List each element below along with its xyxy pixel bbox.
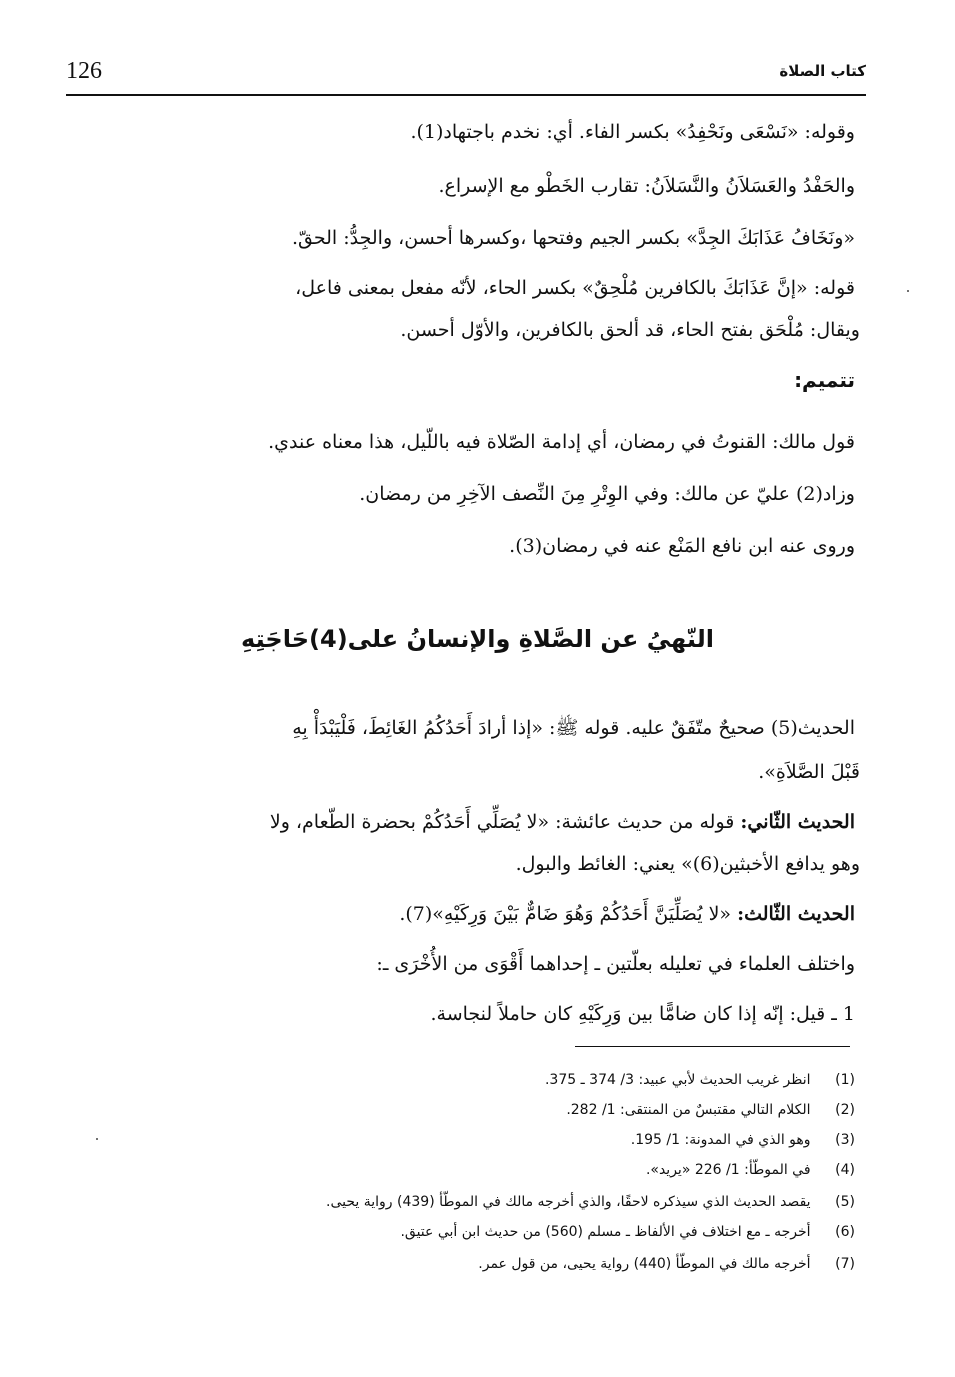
footnote-number: (3) [835, 1132, 855, 1148]
footnote [545, 1070, 855, 1090]
page-header [66, 56, 866, 96]
hadith-line [430, 1000, 855, 1028]
tatmim-line: وروى عنه ابن نافع المَنْع عنه في رمضان(3). [509, 535, 855, 557]
footnote-text: وهو الذي في المدونة: 1/ 195. [630, 1132, 811, 1148]
hadith-text: قوله من حديث عائشة: «لا يُصَلِّي أَحَدُكُمْ بحضرة الطّعام، ولا [269, 811, 741, 833]
hadith-text: «لا يُصَلِّيَنَّ أَحَدُكُمْ وَهُوَ ضَامٌّ بَيْنَ وَرِكَيْهِ»(7). [399, 903, 738, 925]
page-number: 126 [66, 58, 102, 84]
body-line: وقوله: «نَسْعَى ونَحْفِدُ» بكسر الفاء. أي: نخدم باجتهاد(1). [410, 121, 855, 143]
footnote-text: في الموطّأ: 1/ 226 «يريد». [645, 1162, 811, 1178]
tatmim-line: وزاد(2) عليّ عن مالك: وفي الوِتْرِ مِنَ النِّصف الآخِرِ من رمضان. [359, 483, 855, 505]
footnote-number: (2) [835, 1102, 855, 1118]
footnote-text: أخرجه مالك في الموطّأ (440) رواية يحيى، من قول عمر. [478, 1256, 811, 1272]
footnote-text: الكلام التالي مقتبسٌ من المنتقى: 1/ 282. [566, 1102, 811, 1118]
hadith-text: الحديث(5) صحيحٌ متّفَقٌ عليه. قوله ﷺ: «إذا أرادَ أَحَدُكُمُ الغَائِطَ، فَلْيَبْدَأْ بِهِ [292, 717, 855, 739]
footnote-number: (6) [835, 1224, 855, 1240]
hadith-text: وهو يدافع الأخبثين(6)» يعني: الغائط والبول. [515, 853, 860, 875]
body-line: والحَفْدُ والعَسَلاَنُ والنَّسَلاَنُ: تقارب الخَطْو مع الإسراع. [438, 175, 855, 197]
hadith-label: الحديث الثّاني: [740, 811, 855, 833]
footnote-text: يقصد الحديث الذي سيذكره لاحقًا، والذي أخرجه مالك في الموطّأ (439) رواية يحيى. [326, 1194, 811, 1210]
body-line: ويقال: مُلْحَق بفتح الحاء، قد ألحق بالكافرين، والأوّل أحسن. [400, 319, 860, 341]
hadith-line [270, 808, 855, 836]
hadith-text: قَبْلَ الصَّلاَةِ». [758, 761, 860, 783]
footnote [566, 1100, 855, 1120]
scan-speck [96, 1138, 98, 1140]
footnote [326, 1192, 855, 1212]
tatmim-heading: تتميم: [794, 368, 855, 392]
hadith-line [376, 950, 855, 978]
hadith-line [292, 714, 855, 742]
hadith-line [758, 758, 860, 786]
hadith-text: واختلف العلماء في تعليله بعلّتين ـ إحداهما أَقْوَى من الأُخْرَى ـ: [376, 953, 855, 975]
hadith-text: 1 ـ قيل: إنّه إذا كان ضامًّا بين وَرِكَيْهِ كان حاملاً لنجاسة. [430, 1003, 855, 1025]
footnote-text: انظر غريب الحديث لأبي عبيد: 3/ 374 ـ 375. [544, 1072, 811, 1088]
body-line: «ونَخَافُ عَذَابَكَ الجِدَّ» بكسر الجيم وفتحها ،وكسرها أحسن، والجِدُّ: الحقّ. [291, 227, 855, 249]
footnote-number: (4) [835, 1162, 855, 1178]
footnote [478, 1254, 855, 1274]
footnote-divider [575, 1046, 850, 1047]
section-heading: النّهيُ عن الصَّلاةِ والإنسانُ على(4)حَاجَتِهِ [241, 625, 714, 653]
hadith-line [516, 850, 860, 878]
footnote-number: (5) [835, 1194, 855, 1210]
running-title: كتاب الصلاة [779, 62, 866, 80]
footnote-text: أخرجه ـ مع اختلاف في الألفاظ ـ مسلم (560) من حديث ابن أبي عتيق. [400, 1224, 811, 1240]
tatmim-line: قول مالك: القنوتُ في رمضان، أي إدامة الصّلاة فيه باللّيل، هذا معناه عندي. [268, 431, 855, 453]
scan-speck [907, 290, 909, 292]
footnote [400, 1222, 855, 1242]
hadith-label: الحديث الثّالث: [737, 903, 855, 925]
footnote-number: (7) [835, 1256, 855, 1272]
hadith-line [399, 900, 855, 928]
footnote-number: (1) [835, 1072, 855, 1088]
footnote [646, 1160, 855, 1180]
footnote [631, 1130, 855, 1150]
body-line: قوله: «إنَّ عَذَابَكَ بالكافرين مُلْحِقٌ» بكسر الحاء، لأنّه مفعل بمعنى فاعل، [295, 277, 855, 299]
